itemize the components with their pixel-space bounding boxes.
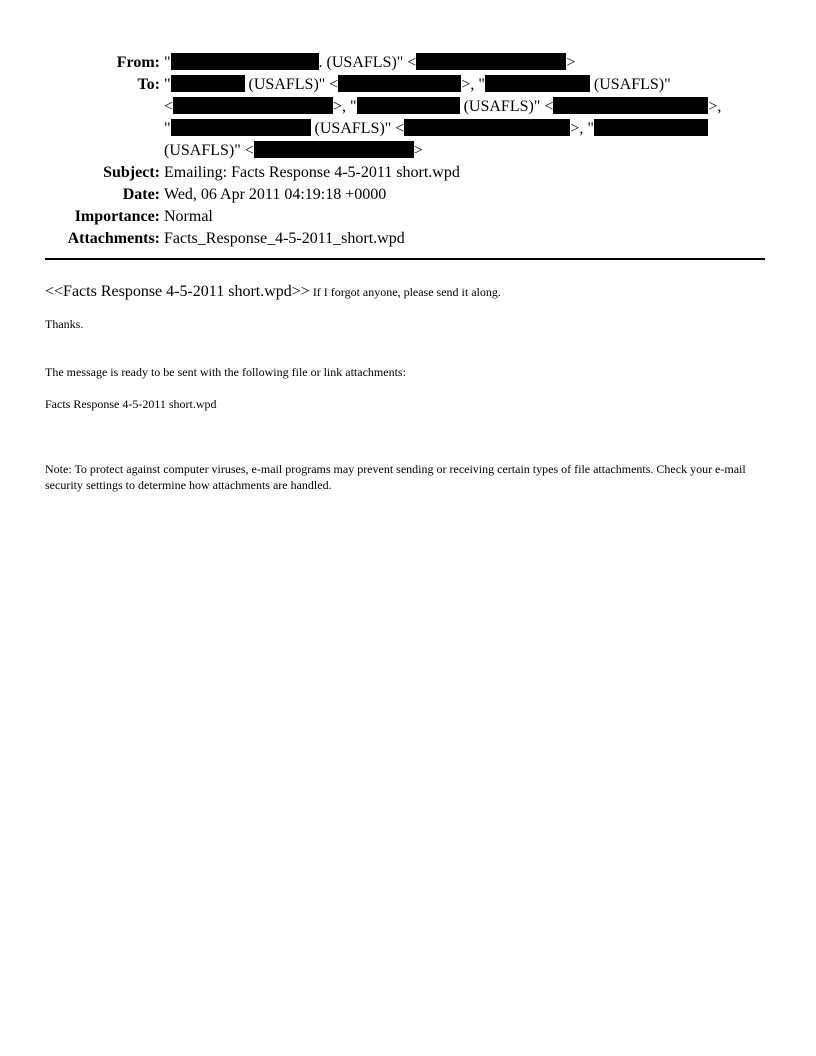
redaction-block [173, 97, 333, 114]
redaction-block [416, 53, 566, 70]
to-label: To: [137, 76, 160, 93]
header-divider [45, 258, 765, 260]
subject-label: Subject: [103, 164, 160, 181]
from-label: From: [116, 54, 160, 71]
date-value: Wed, 06 Apr 2011 04:19:18 +0000 [164, 186, 387, 203]
attachments-value: Facts_Response_4-5-2011_short.wpd [164, 230, 405, 247]
ready-line: The message is ready to be sent with the following file or link attachments: [45, 365, 406, 379]
to-line-2: < >, " (USAFLS)" < >, [164, 98, 722, 115]
forgot-line: If I forgot anyone, please send it along. [312, 285, 501, 299]
redaction-block [171, 53, 319, 70]
attachment-reference: <<Facts Response 4-5-2011 short.wpd>> [45, 283, 310, 300]
redaction-block [485, 75, 590, 92]
importance-label: Importance: [74, 208, 160, 225]
redaction-block [594, 119, 708, 136]
redaction-block [171, 75, 245, 92]
redaction-block [553, 97, 708, 114]
to-line-4: (USAFLS)" < > [164, 142, 423, 159]
from-value: " . (USAFLS)" < > [164, 54, 576, 71]
to-line-3: " (USAFLS)" < >, " [164, 118, 708, 140]
file-line: Facts Response 4-5-2011 short.wpd [45, 397, 217, 411]
to-line-1: " (USAFLS)" < >, " (USAFLS)" [164, 76, 671, 93]
redaction-block [404, 119, 570, 136]
body-first-line [45, 282, 501, 302]
security-note: Note: To protect against computer viruses, e-mail programs may prevent sending or receiving certain types of file attachments. Check your e-mail security settings to determine how attachments are handled. [45, 462, 746, 492]
importance-value: Normal [164, 208, 213, 225]
redaction-block [254, 141, 414, 158]
subject-value: Emailing: Facts Response 4-5-2011 short.wpd [164, 164, 460, 181]
redaction-block [171, 119, 311, 136]
redaction-block [357, 97, 460, 114]
redaction-block [338, 75, 461, 92]
attachments-label: Attachments: [67, 230, 160, 247]
date-label: Date: [122, 186, 160, 203]
thanks-line: Thanks. [45, 317, 84, 331]
